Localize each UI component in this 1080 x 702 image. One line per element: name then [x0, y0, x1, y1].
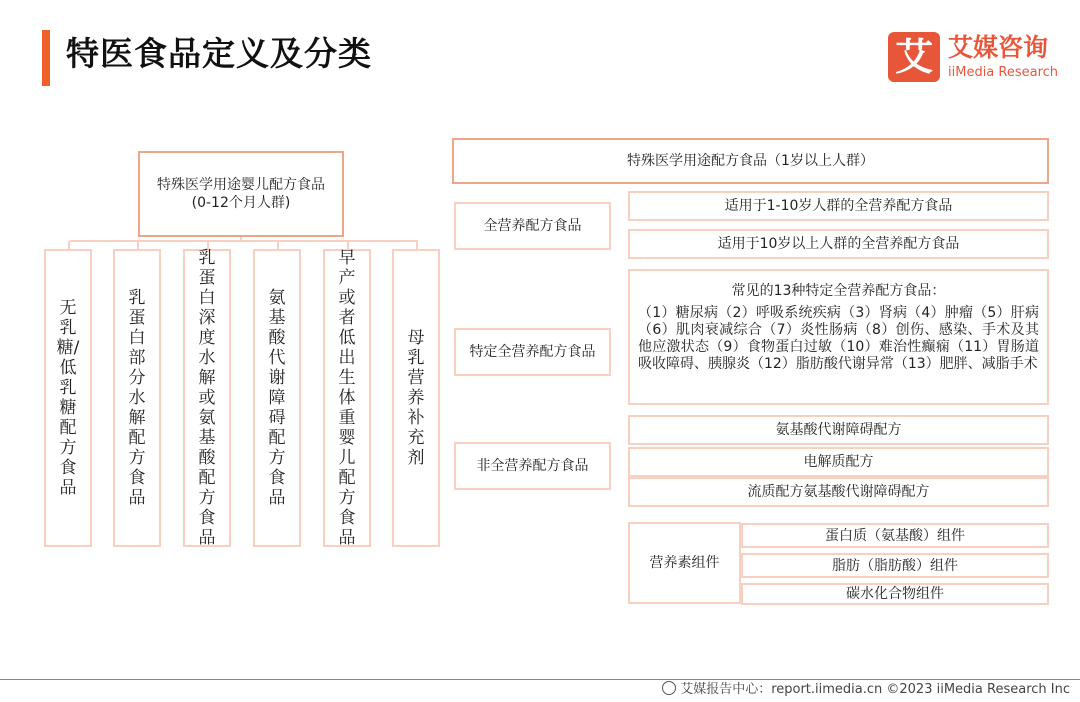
page-title: 特医食品定义及分类 — [66, 34, 372, 73]
full-nutrition-item — [628, 229, 1049, 259]
non-full-nutrition-item-label: 流质配方氨基酸代谢障碍配方 — [747, 484, 930, 500]
infant-formula-root — [138, 151, 344, 237]
non-full-nutrition-label: 非全营养配方食品 — [476, 458, 589, 474]
footer — [662, 681, 1070, 699]
full-nutrition-category — [454, 202, 611, 250]
nutrient-component-item-label: 蛋白质（氨基酸）组件 — [825, 527, 965, 544]
infant-category-box — [253, 249, 301, 547]
nutrient-component-category — [628, 522, 741, 604]
adult-formula-header-label: 特殊医学用途配方食品（1岁以上人群） — [627, 153, 874, 169]
tree-connector-drop-2 — [137, 241, 139, 249]
footer-divider — [0, 679, 1080, 680]
full-nutrition-item-label: 适用于1-10岁人群的全营养配方食品 — [724, 198, 953, 214]
nutrient-component-item — [741, 583, 1049, 605]
specific-full-nutrition-category — [454, 328, 611, 376]
tree-connector-bar — [70, 240, 418, 242]
full-nutrition-label: 全营养配方食品 — [483, 218, 582, 234]
infant-category-box — [323, 249, 371, 547]
infant-category-box — [183, 249, 231, 547]
footer-text: 艾媒报告中心：report.iimedia.cn ©2023 iiMedia Research Inc — [680, 682, 1070, 697]
nutrient-component-item-label: 脂肪（脂肪酸）组件 — [832, 557, 958, 574]
infant-category-box — [113, 249, 161, 547]
nutrient-component-item-label: 碳水化合物组件 — [846, 586, 944, 602]
non-full-nutrition-item — [628, 415, 1049, 445]
infant-formula-root-label: 特殊医学用途婴儿配方食品 (0-12个月人群) — [157, 177, 325, 211]
title-accent-bar — [42, 30, 50, 86]
non-full-nutrition-item — [628, 477, 1049, 507]
specific-full-nutrition-label: 特定全营养配方食品 — [469, 344, 596, 360]
specific-disease-title: 常见的13种特定全营养配方食品： — [731, 283, 946, 299]
infant-category-label: 氨基酸代谢障碍配方食品 — [268, 288, 286, 508]
tree-connector-drop-1 — [68, 241, 70, 249]
non-full-nutrition-category — [454, 442, 611, 490]
tree-connector-drop-6 — [416, 241, 418, 249]
non-full-nutrition-item-label: 氨基酸代谢障碍配方 — [775, 422, 902, 438]
infant-category-box — [44, 249, 92, 547]
infant-category-label: 乳蛋白深度水解或氨基酸配方食品 — [198, 248, 216, 548]
full-nutrition-item — [628, 191, 1049, 221]
specific-disease-list — [628, 269, 1049, 405]
infant-category-label: 无乳糖/低乳糖配方食品 — [56, 298, 80, 498]
infant-category-box — [392, 249, 440, 547]
logo-english-name: iiMedia Research — [948, 65, 1059, 80]
infant-category-label: 乳蛋白部分水解配方食品 — [128, 288, 146, 508]
logo-chinese-name: 艾媒咨询 — [948, 33, 1049, 62]
iimedia-logo — [888, 32, 1063, 84]
adult-formula-header — [452, 138, 1049, 184]
full-nutrition-item-label: 适用于10岁以上人群的全营养配方食品 — [717, 236, 960, 252]
specific-disease-body: （1）糖尿病（2）呼吸系统疾病（3）肾病（4）肿瘤（5）肝病（6）肌肉衰减综合（7）炎性肠病（8）创伤、感染、手术及其他应激状态（9）食物蛋白过敏（10）难治性癫痫（11）胃肠道吸收障碍、胰腺炎（12）脂肪酸代谢异常（13）肥胖、减脂手术 — [638, 305, 1039, 372]
nutrient-component-item — [741, 523, 1049, 548]
infant-category-label: 早产或者低出生体重婴儿配方食品 — [338, 248, 356, 548]
tree-connector-drop-4 — [277, 241, 279, 249]
logo-mark-icon: 艾 — [888, 32, 940, 82]
globe-icon — [662, 681, 676, 695]
non-full-nutrition-item-label: 电解质配方 — [803, 454, 874, 470]
nutrient-component-item — [741, 553, 1049, 578]
infant-category-label: 母乳营养补充剂 — [407, 328, 425, 468]
non-full-nutrition-item — [628, 447, 1049, 477]
nutrient-component-label: 营养素组件 — [649, 555, 720, 571]
